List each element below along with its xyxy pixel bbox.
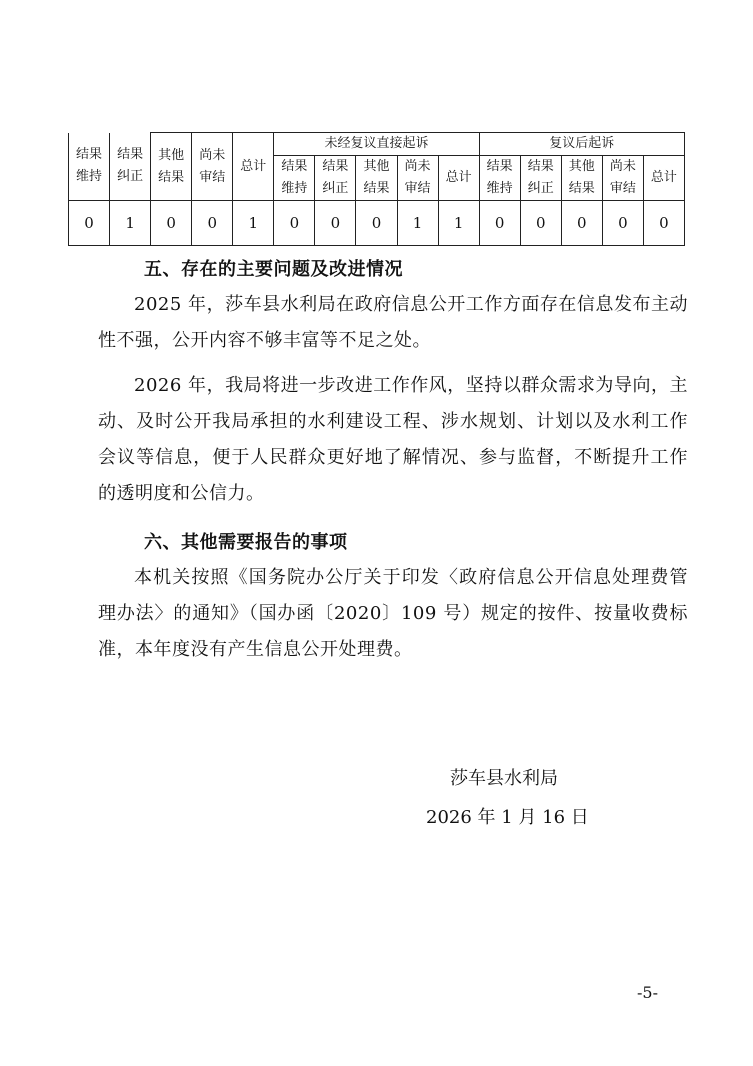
- table-cell: 0: [479, 201, 520, 246]
- table-cell: 1: [110, 201, 151, 246]
- table-cell: 0: [151, 201, 192, 246]
- table-cell: 0: [192, 201, 233, 246]
- table-cell: 0: [274, 201, 315, 246]
- sub-header-cell: 尚未 审结: [602, 156, 643, 201]
- sub-header-cell: 结果 纠正: [315, 156, 356, 201]
- page-number: -5-: [637, 983, 658, 1002]
- table-cell: 0: [602, 201, 643, 246]
- header-cell: 结果 纠正: [110, 133, 151, 201]
- sub-header-cell: 尚未 审结: [397, 156, 438, 201]
- section-5-paragraph-2: 2026 年，我局将进一步改进工作作风，坚持以群众需求为导向，主动、及时公开我局承担的水利建设工程、涉水规划、计划以及水利工作会议等信息，便于人民群众更好地了解情况、参与监督，不断提升工作的透明度和公信力。: [98, 375, 688, 504]
- sub-header-cell: 结果 维持: [479, 156, 520, 201]
- section-5-paragraph-1: 2025 年，莎车县水利局在政府信息公开工作方面存在信息发布主动性不强，公开内容不够丰富等不足之处。: [98, 294, 688, 351]
- section-5-heading: 五、存在的主要问题及改进情况: [144, 259, 403, 280]
- sub-header-cell: 结果 维持: [274, 156, 315, 201]
- sub-header-cell: 其他 结果: [356, 156, 397, 201]
- signature-organization: 莎车县水利局: [450, 768, 558, 789]
- sub-header-cell: 其他 结果: [561, 156, 602, 201]
- signature-date: 2026 年 1 月 16 日: [426, 807, 589, 828]
- table-cell: 1: [233, 201, 274, 246]
- table-cell: 0: [315, 201, 356, 246]
- section-6-paragraph-1: 本机关按照《国务院办公厅关于印发〈政府信息公开信息处理费管理办法〉的通知》（国办函〔2020〕109 号）规定的按件、按量收费标准，本年度没有产生信息公开处理费。: [98, 567, 688, 660]
- group-header-direct: 未经复议直接起诉: [274, 133, 479, 156]
- sub-header-cell: 总计: [643, 156, 684, 201]
- group-header-after-review: 复议后起诉: [479, 133, 684, 156]
- table-cell: 0: [356, 201, 397, 246]
- table-cell: 1: [397, 201, 438, 246]
- table-cell: 1: [438, 201, 479, 246]
- table-cell: 0: [520, 201, 561, 246]
- header-cell: 总计: [233, 133, 274, 201]
- table-cell: 0: [561, 201, 602, 246]
- sub-header-cell: 结果 纠正: [520, 156, 561, 201]
- table-row: [69, 201, 685, 246]
- header-cell: 其他 结果: [151, 133, 192, 201]
- sub-header-cell: 总计: [438, 156, 479, 201]
- table-cell: 0: [69, 201, 110, 246]
- litigation-table: [68, 132, 685, 246]
- section-6-heading: 六、其他需要报告的事项: [144, 532, 348, 553]
- header-cell: 尚未 审结: [192, 133, 233, 201]
- table-cell: 0: [643, 201, 684, 246]
- header-cell: 结果 维持: [69, 133, 110, 201]
